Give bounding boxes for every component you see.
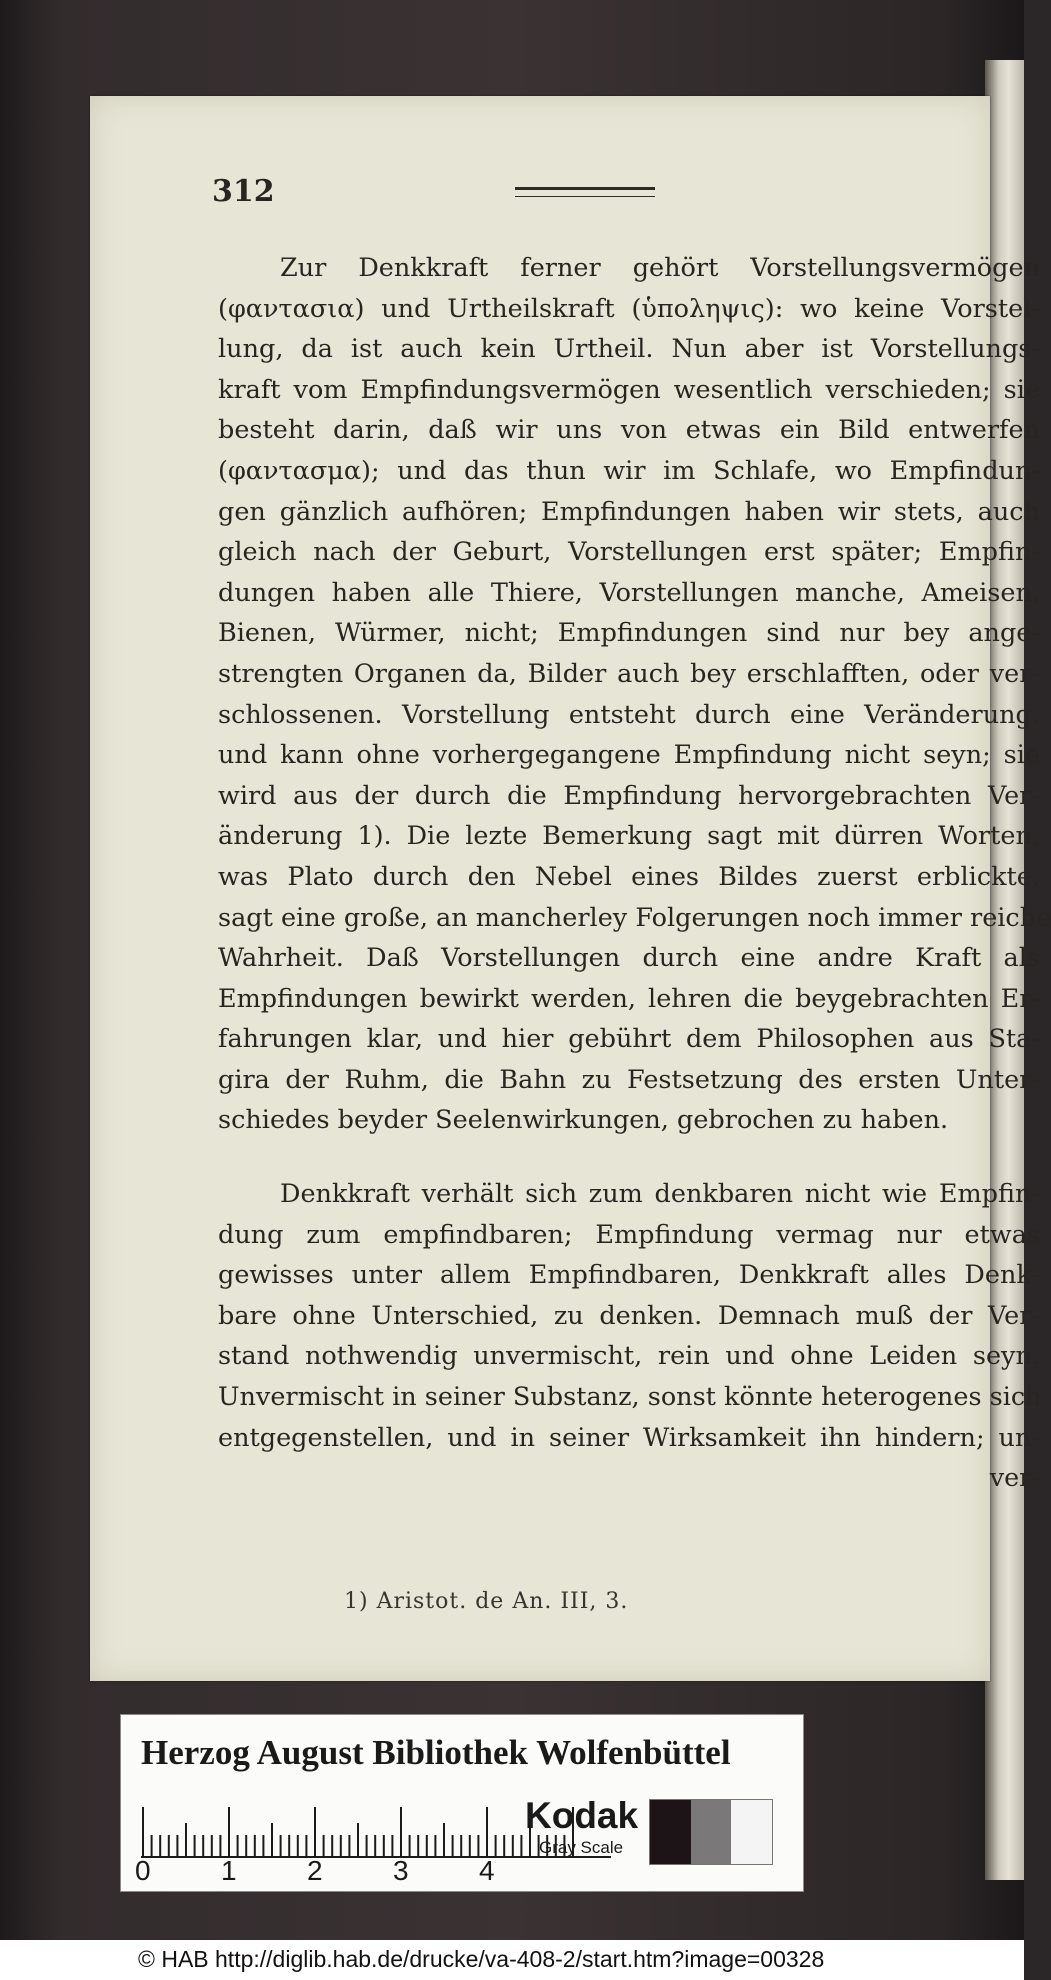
ruler-numbers — [135, 1855, 615, 1889]
text-line: was Plato durch den Nebel eines Bildes zuerst erblickte, — [218, 861, 1040, 892]
catchword: ver- — [989, 1463, 1040, 1494]
text-line: stand nothwendig unvermischt, rein und ohne Leiden seyn. — [218, 1341, 1040, 1372]
footnote: 1) Aristot. de An. III, 3. — [344, 1589, 629, 1614]
text-line: sagt eine große, an mancherley Folgerungen noch immer reiche — [218, 902, 1051, 933]
text-line: dung zum empfindbaren; Empfindung vermag nur etwas — [218, 1219, 1040, 1250]
text-line: bare ohne Unterschied, zu denken. Demnach muß der Ver- — [218, 1300, 1040, 1331]
paragraph-1 — [218, 248, 1051, 1141]
ruler-number: 2 — [307, 1855, 323, 1886]
text-line: Wahrheit. Daß Vorstellungen durch eine andre Kraft als — [218, 943, 1040, 974]
library-title: Herzog August Bibliothek Wolfenbüttel — [141, 1733, 731, 1772]
text-line: und kann ohne vorhergegangene Empfindung nicht seyn; sie — [218, 740, 1040, 771]
ruler-number: 0 — [135, 1855, 151, 1886]
swatch-dark — [650, 1800, 691, 1864]
text-line: Unvermischt in seiner Substanz, sonst könnte heterogenes sich — [218, 1381, 1042, 1412]
copyright-link[interactable]: © HAB http://diglib.hab.de/drucke/va-408-2/start.htm?image=00328 — [138, 1946, 825, 1972]
page-number: 312 — [212, 174, 275, 209]
text-line: wird aus der durch die Empfindung hervorgebrachten Ver- — [218, 780, 1040, 811]
text-line: lung, da ist auch kein Urtheil. Nun aber ist Vorstellungs- — [218, 334, 1040, 365]
ruler-number: 3 — [393, 1855, 409, 1886]
text-line: (φαντασμα); und das thun wir im Schlafe, wo Empfindun- — [218, 455, 1040, 486]
text-line: Bienen, Würmer, nicht; Empfindungen sind nur bey ange- — [218, 618, 1040, 649]
text-line: schiedes beyder Seelenwirkungen, gebrochen zu haben. — [218, 1105, 949, 1136]
text-line: gleich nach der Geburt, Vorstellungen erst später; Empfin- — [218, 537, 1040, 568]
text-line: Denkkraft verhält sich zum denkbaren nicht wie Empfin- — [280, 1179, 1040, 1209]
text-line: fahrungen klar, und hier gebührt dem Philosophen aus Sta- — [218, 1024, 1040, 1055]
kodak-logo: Kodak — [525, 1795, 639, 1836]
book-page — [90, 96, 1051, 1681]
text-line: dungen haben alle Thiere, Vorstellungen manche, Ameisen, — [218, 577, 1040, 608]
text-line: gen gänzlich aufhören; Empfindungen haben wir stets, auch — [218, 496, 1040, 527]
text-line: besteht darin, daß wir uns von etwas ein Bild entwerfen — [218, 415, 1040, 446]
text-line: entgegenstellen, und in seiner Wirksamkeit ihn hindern; un- — [218, 1422, 1040, 1453]
paragraph-2 — [218, 1174, 1040, 1499]
text-line: Empfindungen bewirkt werden, lehren die beygebrachten Er- — [218, 983, 1040, 1014]
text-line: änderung 1). Die lezte Bemerkung sagt mit dürren Worten, — [218, 821, 1040, 852]
gray-scale-label: Gray Scale — [539, 1838, 624, 1857]
library-label — [120, 1714, 804, 1892]
swatch-light — [731, 1800, 772, 1864]
header-rule — [515, 187, 655, 197]
ruler-number: 4 — [479, 1855, 495, 1886]
gray-swatches — [649, 1799, 773, 1865]
text-line: kraft vom Empfindungsvermögen wesentlich verschieden; sie — [218, 374, 1040, 405]
text-line: gewisses unter allem Empfindbaren, Denkkraft alles Denk- — [218, 1260, 1040, 1291]
text-line: Zur Denkkraft ferner gehört Vorstellungsvermögen — [280, 253, 1040, 283]
text-line: strengten Organen da, Bilder auch bey erschlafften, oder ver- — [218, 658, 1040, 689]
text-line: (φαντασια) und Urtheilskraft (ὑποληψις): wo keine Vorstel- — [218, 293, 1040, 324]
text-line: gira der Ruhm, die Bahn zu Festsetzung des ersten Unter- — [218, 1064, 1040, 1095]
ruler-number: 1 — [221, 1855, 237, 1886]
swatch-mid — [691, 1800, 732, 1864]
text-line: schlossenen. Vorstellung entsteht durch eine Veränderung, — [218, 699, 1040, 730]
